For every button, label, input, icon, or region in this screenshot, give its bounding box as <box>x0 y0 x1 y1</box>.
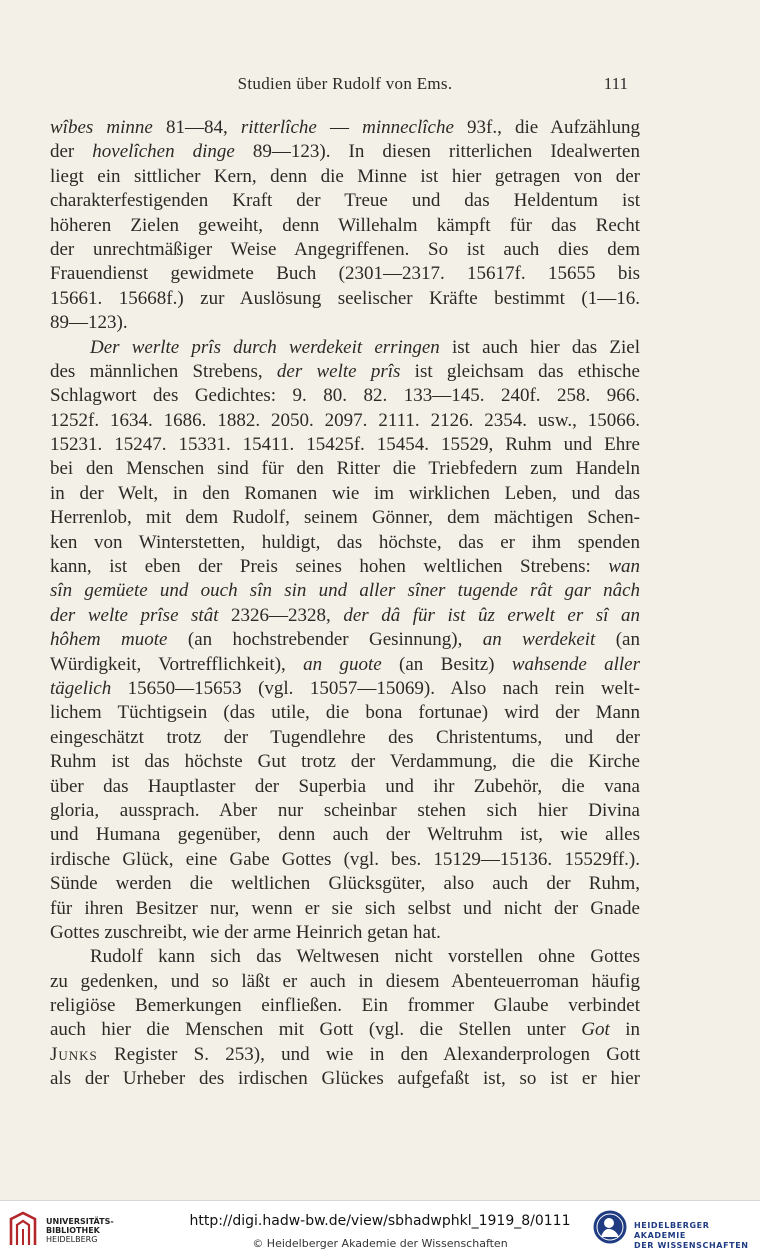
italic-text: ritterlîche <box>240 117 317 138</box>
text-segment: gloria, aussprach. Aber nur scheinbar stehen sich hier Divina <box>50 799 640 821</box>
text-segment: 15231. 15247. 15331. 15411. 15425f. 15454. 15529, Ruhm und Ehre <box>50 434 640 456</box>
text-line <box>50 897 640 921</box>
text-line <box>50 409 640 433</box>
italic-text: an guote <box>303 653 382 675</box>
text-segment: (an Besitz) <box>381 653 512 675</box>
text-segment: irdische Glück, eine Gabe Gottes (vgl. bes. 15129—15136. 15529ff.). <box>50 848 640 870</box>
text-line <box>50 482 640 506</box>
text-segment: höheren Zielen geweiht, denn Willehalm kämpft für das Recht <box>50 214 640 236</box>
text-line <box>50 1018 640 1042</box>
running-header <box>50 74 640 104</box>
academy-seal-icon <box>592 1209 628 1245</box>
text-segment: Register S. 253), und wie in den Alexanderprologen Gott <box>97 1043 640 1065</box>
text-line <box>50 1067 640 1091</box>
page-number: 111 <box>603 74 628 93</box>
text-line <box>50 531 640 555</box>
italic-text: Der werlte prîs durch werdekeit erringen <box>90 336 440 358</box>
italic-text: Got <box>581 1019 610 1041</box>
text-line <box>50 336 640 360</box>
text-line <box>50 701 640 725</box>
text-segment: der unrechtmäßiger Weise Angegriffenen. So ist auch dies dem <box>50 238 640 260</box>
text-segment: in <box>609 1019 640 1041</box>
text-segment: charakterfestigenden Kraft der Treue und das Heldentum ist <box>50 190 640 212</box>
text-segment: Gottes zuschreibt, wie der arme Heinrich getan hat. <box>50 921 441 943</box>
text-segment: eingeschätzt trotz der Tugendlehre des Christentums, und der <box>50 726 640 748</box>
text-segment: und Humana gegenüber, denn auch der Weltruhm ist, wie alles <box>50 824 640 846</box>
running-title: Studien über Rudolf von Ems. <box>237 74 453 93</box>
text-line <box>50 872 640 896</box>
text-line <box>50 921 640 945</box>
text-line <box>50 433 640 457</box>
text-segment: — <box>316 117 363 138</box>
italic-text: an werdekeit <box>482 629 596 651</box>
permalink-url[interactable]: http://digi.hadw-bw.de/view/sbhadwphkl_1919_8/0111 <box>189 1213 571 1229</box>
italic-text: hovelîchen dinge <box>92 141 235 163</box>
italic-text: wîbes minne <box>50 117 153 138</box>
text-line <box>50 994 640 1018</box>
text-line <box>50 555 640 579</box>
text-line <box>50 628 640 652</box>
text-line <box>50 384 640 408</box>
text-segment: 15650—15653 (vgl. 15057—15069). Also nach rein welt- <box>111 677 640 699</box>
text-line <box>50 579 640 603</box>
body-text <box>50 116 640 1092</box>
italic-text: minneclîche <box>362 117 454 138</box>
text-segment: ken von Winterstetten, huldigt, das höchste, das er ihm spenden <box>50 531 640 553</box>
text-segment: 89—123). <box>50 312 128 334</box>
text-segment: Frauendienst gewidmete Buch (2301—2317. 15617f. 15655 bis <box>50 263 640 285</box>
text-line <box>50 799 640 823</box>
text-segment: als der Urheber des irdischen Glückes aufgefaßt ist, so ist er hier <box>50 1068 640 1090</box>
text-segment: (an hochstrebender Gesinnung), <box>167 629 483 651</box>
text-segment: für ihren Besitzer nur, wenn er sie sich selbst und nicht der Gnade <box>50 897 640 919</box>
italic-text: wahsende aller <box>511 653 640 675</box>
text-segment: auch hier die Menschen mit Gott (vgl. die Stellen unter <box>50 1019 582 1041</box>
italic-text: hôhem muote <box>50 629 168 651</box>
text-line <box>50 653 640 677</box>
text-segment: lichem Tüchtigsein (das utile, die bona fortunae) wird der Mann <box>50 702 640 724</box>
text-segment: Rudolf kann sich das Weltwesen nicht vorstellen ohne Gottes <box>90 946 640 968</box>
library-name-line-3: HEIDELBERG <box>46 1235 98 1244</box>
text-segment: 2326—2328, <box>218 604 344 626</box>
text-segment: bei den Menschen sind für den Ritter die Triebfedern zum Handeln <box>50 458 640 480</box>
library-name-line-2: BIBLIOTHEK <box>46 1226 100 1235</box>
text-segment: religiöse Bemerkungen einfließen. Ein frommer Glaube verbindet <box>50 995 640 1017</box>
text-line <box>50 262 640 286</box>
text-segment: der <box>50 141 93 163</box>
italic-text: der welte prîse stât <box>50 604 219 626</box>
text-line <box>50 750 640 774</box>
text-segment: ist gleichsam das ethische <box>400 360 640 382</box>
text-line <box>50 287 640 311</box>
text-segment: des männlichen Strebens, <box>50 360 277 382</box>
text-segment: Würdigkeit, Vortrefflichkeit), <box>50 653 304 675</box>
text-segment: in der Welt, in den Romanen wie im wirklichen Leben, und das <box>50 482 640 504</box>
text-line <box>50 726 640 750</box>
text-line <box>50 165 640 189</box>
text-segment: über das Hauptlaster der Superbia und ihr Zubehör, die vana <box>50 775 640 797</box>
viewer-footer <box>0 1200 760 1258</box>
academy-name-line-2: DER WISSENSCHAFTEN <box>634 1241 749 1250</box>
text-line <box>50 140 640 164</box>
text-segment: Herrenlob, mit dem Rudolf, seinem Gönner, dem mächtigen Schen- <box>50 507 640 529</box>
text-segment: 15661. 15668f.) zur Auslösung seelischer Kräfte bestimmt (1—16. <box>50 287 640 309</box>
text-segment: Ruhm ist das höchste Gut trotz der Verdammung, die die Kirche <box>50 751 640 773</box>
copyright-notice: © Heidelberger Akademie der Wissenschaften <box>252 1237 508 1250</box>
text-segment: kann, ist eben der Preis seines hohen weltlichen Strebens: <box>50 556 609 578</box>
text-segment: 1252f. 1634. 1686. 1882. 2050. 2097. 2111. 2126. 2354. usw., 15066. <box>50 409 640 431</box>
text-segment: Schlagwort des Gedichtes: 9. 80. 82. 133—145. 240f. 258. 966. <box>50 385 640 407</box>
text-line <box>50 970 640 994</box>
italic-text: sîn gemüete und ouch sîn sin und aller sîner tugende rât gar nâch <box>50 580 640 602</box>
text-line <box>50 677 640 701</box>
small-caps-name: Junks <box>50 1043 98 1065</box>
italic-text: der dâ für ist ûz erwelt er sî an <box>343 604 640 626</box>
text-line <box>50 311 640 335</box>
text-segment: 81—84, <box>152 117 241 138</box>
text-segment: liegt ein sittlicher Kern, denn die Minne ist hier getragen von der <box>50 165 640 187</box>
academy-name <box>634 1221 757 1251</box>
text-line <box>50 945 640 969</box>
text-segment: ist auch hier das Ziel <box>439 336 640 358</box>
text-line <box>50 457 640 481</box>
italic-text: tägelich <box>50 677 112 699</box>
text-line <box>50 214 640 238</box>
text-segment: 93f., die Aufzählung <box>453 117 641 138</box>
library-name-line-1: UNIVERSITÄTS- <box>46 1217 114 1226</box>
text-line <box>50 506 640 530</box>
italic-text: der welte prîs <box>276 360 401 382</box>
text-line <box>50 189 640 213</box>
text-segment: zu gedenken, und so läßt er auch in diesem Abenteuerroman häufig <box>50 970 640 992</box>
text-segment: 89—123). In diesen ritterlichen Idealwerten <box>234 141 640 163</box>
text-line <box>50 1043 640 1067</box>
text-line <box>50 360 640 384</box>
text-line <box>50 848 640 872</box>
text-line <box>50 775 640 799</box>
text-line <box>50 116 640 140</box>
italic-text: wan <box>608 556 640 578</box>
text-segment: Sünde werden die weltlichen Glücksgüter, also auch der Ruhm, <box>50 873 640 895</box>
text-line <box>50 823 640 847</box>
academy-name-line-1: HEIDELBERGER AKADEMIE <box>634 1221 710 1240</box>
text-line <box>50 604 640 628</box>
academy-logo[interactable] <box>592 1209 757 1253</box>
text-line <box>50 238 640 262</box>
text-segment: (an <box>595 629 640 651</box>
